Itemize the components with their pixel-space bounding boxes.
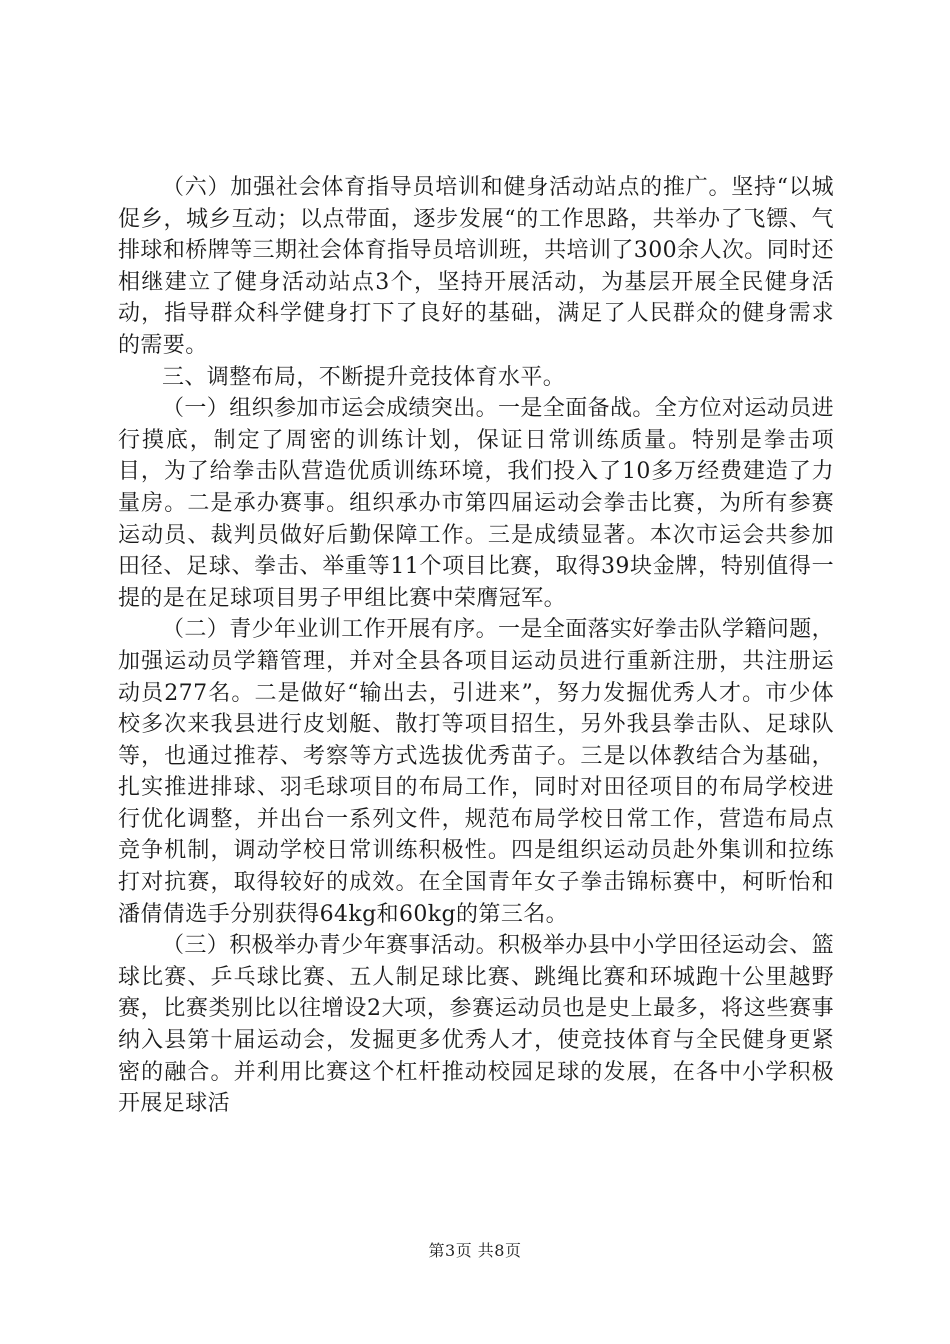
document-body <box>118 172 834 1120</box>
paragraph-city-games: （一）组织参加市运会成绩突出。一是全面备战。全方位对运动员进行摸底，制定了周密的训练计划，保证日常训练质量。特别是拳击项目，为了给拳击队营造优质训练环境，我们投入了10多万经费建造了力量房。二是承办赛事。组织承办市第四届运动会拳击比赛，为所有参赛运动员、裁判员做好后勤保障工作。三是成绩显著。本次市运会共参加田径、足球、拳击、举重等11个项目比赛，取得39块金牌，特别值得一提的是在足球项目男子甲组比赛中荣膺冠军。 <box>118 396 835 611</box>
page-footer: 第3页 共8页 <box>428 1241 522 1260</box>
section-heading-competitive-sports: 三、调整布局，不断提升竞技体育水平。 <box>162 364 566 390</box>
paragraph-youth-events: （三）积极举办青少年赛事活动。积极举办县中小学田径运动会、篮球比赛、乒乓球比赛、五人制足球比赛、跳绳比赛和环城跑十公里越野赛，比赛类别比以往增设2大项，参赛运动员也是史上最多，将这些赛事纳入县第十届运动会，发掘更多优秀人才，使竞技体育与全民健身更紧密的融合。并利用比赛这个杠杆推动校园足球的发展，在各中小学积极开展足球活 <box>118 933 835 1117</box>
paragraph-guide-training: （六）加强社会体育指导员培训和健身活动站点的推广。坚持“以城促乡，城乡互动；以点带面，逐步发展“的工作思路，共举办了飞镖、气排球和桥牌等三期社会体育指导员培训班，共培训了300余人次。同时还相继建立了健身活动站点3个，坚持开展活动，为基层开展全民健身活动，指导群众科学健身打下了良好的基础，满足了人民群众的健身需求的需要。 <box>118 175 834 358</box>
paragraph-youth-training: （二）青少年业训工作开展有序。一是全面落实好拳击队学籍问题，加强运动员学籍管理，并对全县各项目运动员进行重新注册，共注册运动员277名。二是做好“输出去，引进来”，努力发掘优秀人才。市少体校多次来我县进行皮划艇、散打等项目招生，另外我县拳击队、足球队等，也通过推荐、考察等方式选拔优秀苗子。三是以体教结合为基础，扎实推进排球、羽毛球项目的布局工作，同时对田径项目的布局学校进行优化调整，并出台一系列文件，规范布局学校日常工作，营造布局点竞争机制，调动学校日常训练积极性。四是组织运动员赴外集训和拉练打对抗赛，取得较好的成效。在全国青年女子拳击锦标赛中，柯昕怡和潘倩倩选手分别获得64kg和60kg的第三名。 <box>118 617 835 927</box>
